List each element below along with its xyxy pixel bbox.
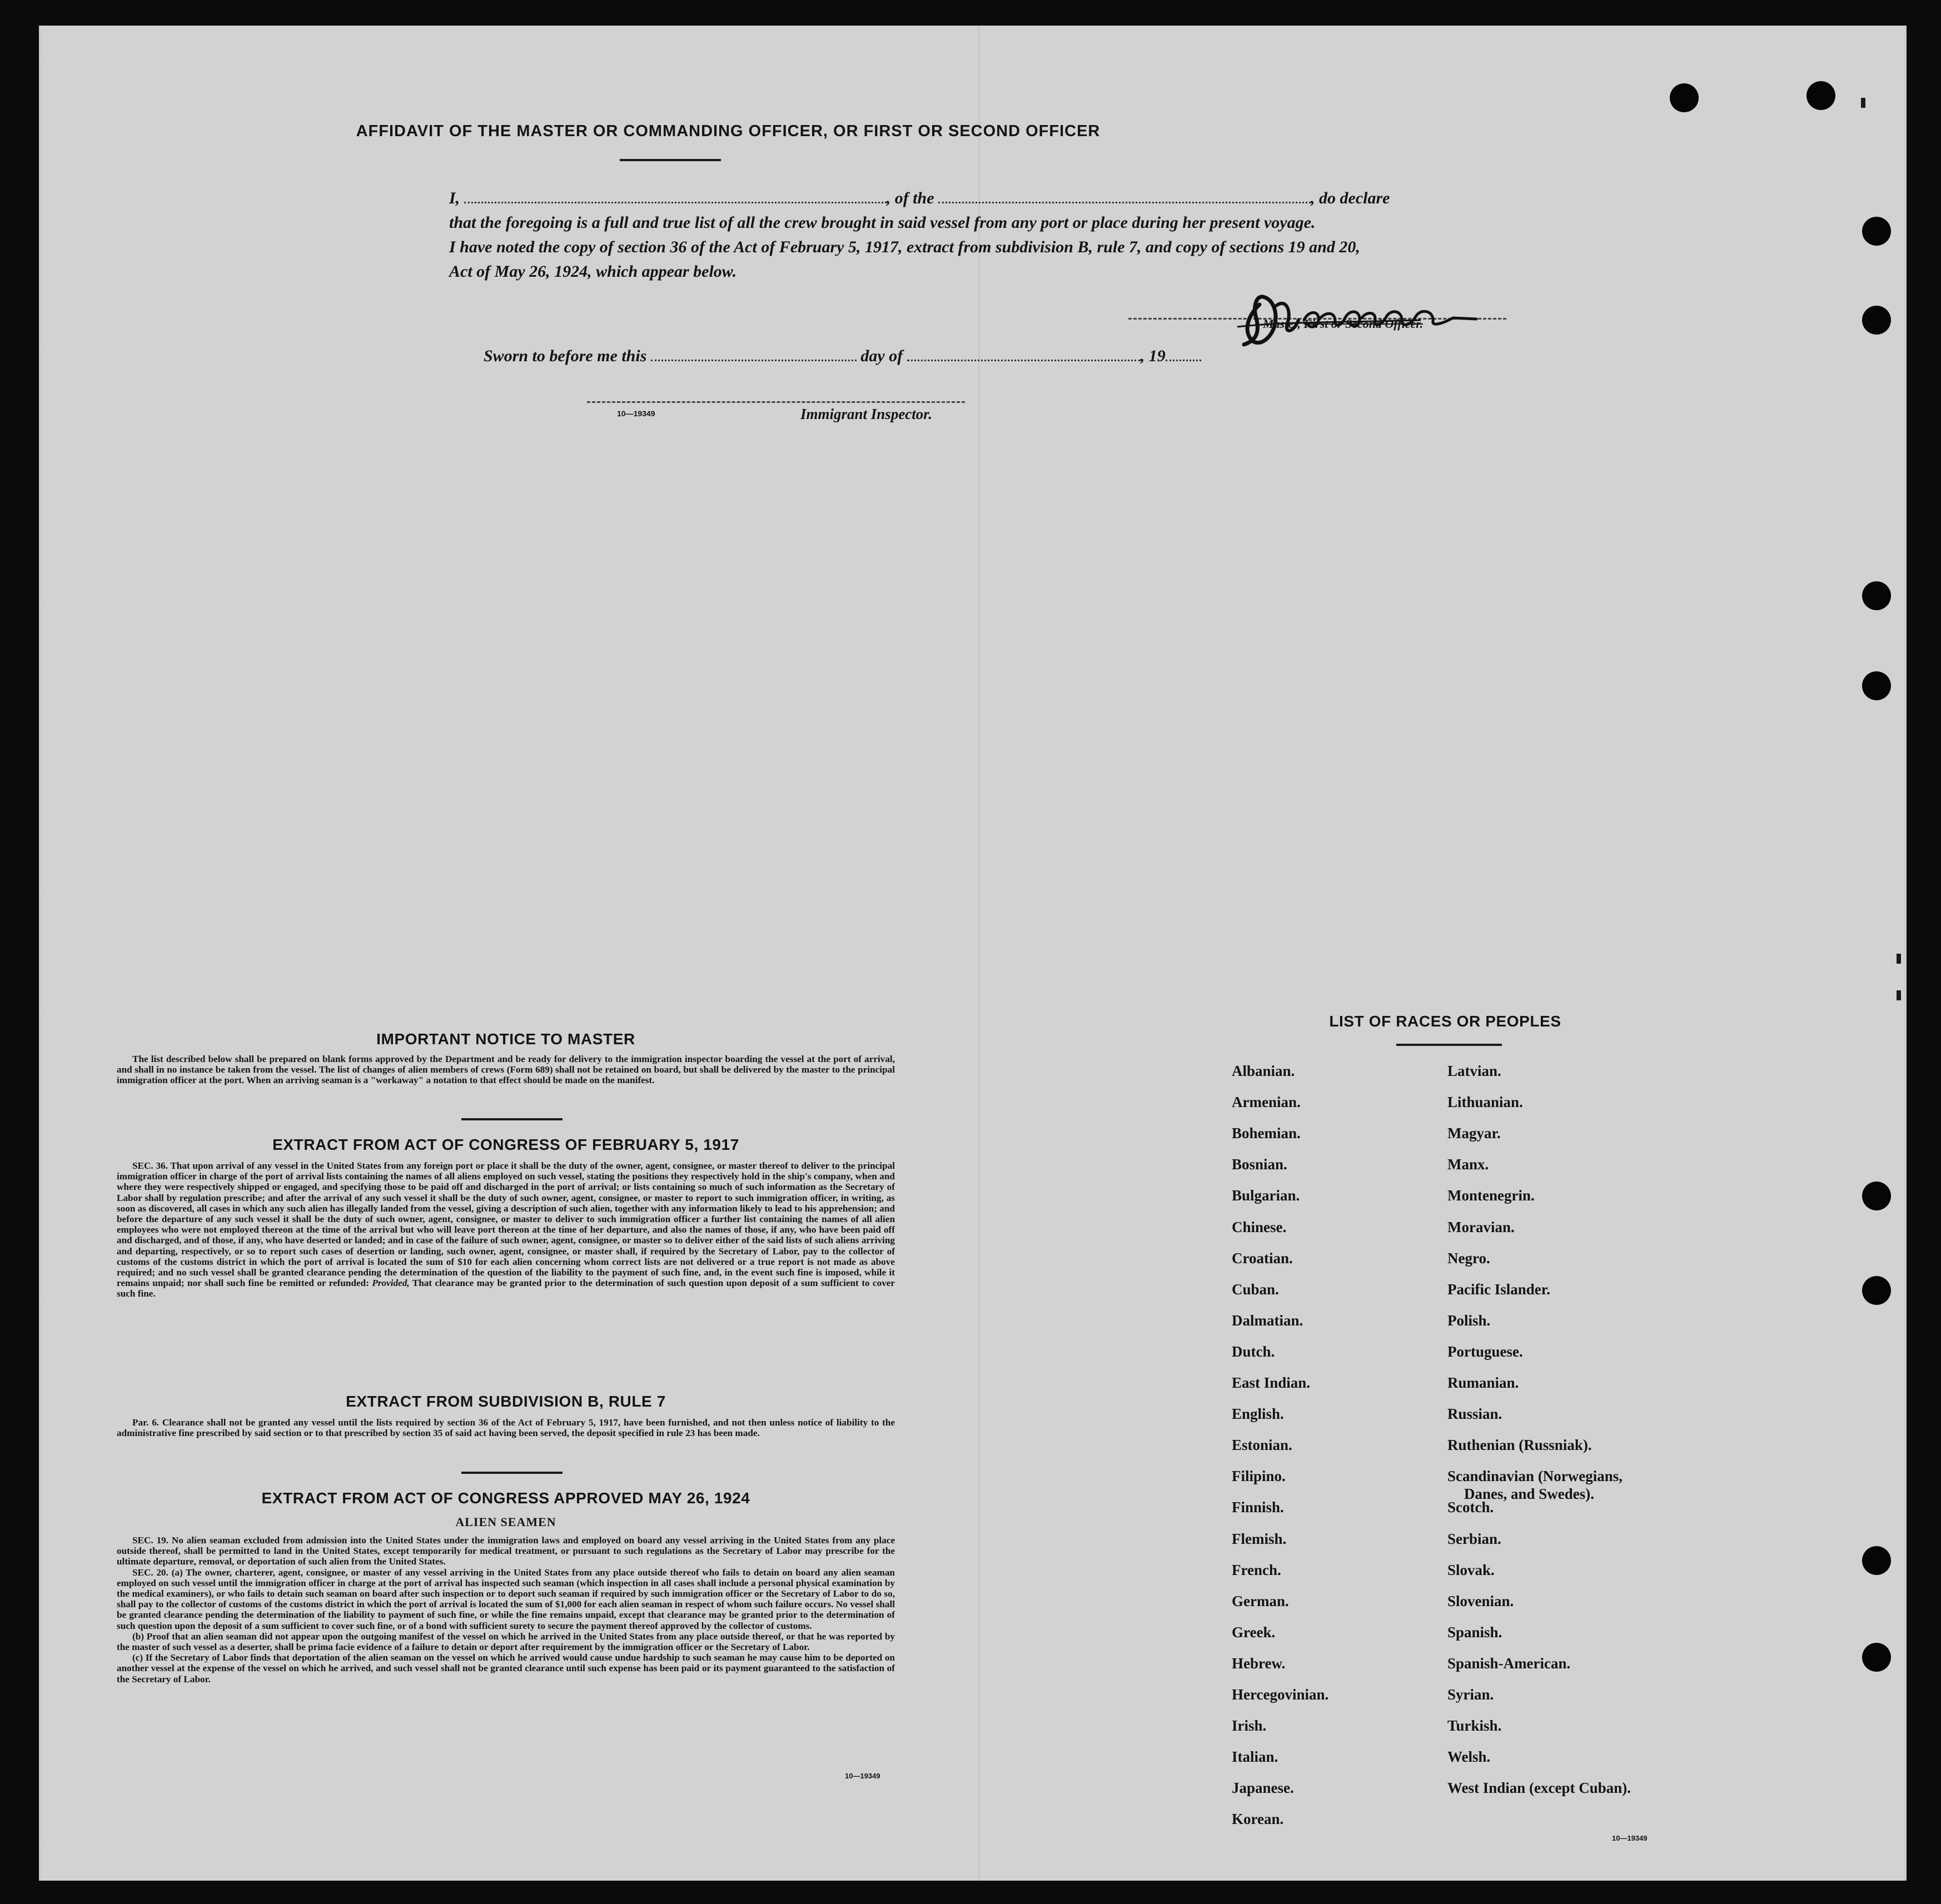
- edge-mark: [1861, 98, 1865, 108]
- affidavit-declare: , do declare: [1311, 189, 1390, 207]
- race-left-16: French.: [1232, 1561, 1281, 1578]
- punch-hole: [1862, 1182, 1891, 1210]
- punch-hole: [1862, 306, 1891, 335]
- race-right-6: Negro.: [1447, 1249, 1490, 1267]
- race-left-0: Albanian.: [1232, 1063, 1295, 1079]
- race-left-20: Hercegovinian.: [1232, 1686, 1329, 1703]
- signature-title: [1263, 317, 1423, 331]
- sec20c-text: (c) If the Secretary of Labor finds that deportation of the alien seaman on the vessel on which he arrived would cause undue hardship to such seaman he may cause him to be deported on another vessel at the expense of the vessel on which he arrived, and such vessel shall not be granted clearance until such expense has been paid or its payment guaranteed to the satisfaction of the Secretary of Labor.: [117, 1652, 895, 1684]
- race-left-4: Bulgarian.: [1232, 1187, 1300, 1204]
- punch-hole: [1862, 1546, 1891, 1575]
- vessel-blank[interactable]: [938, 190, 1311, 203]
- sworn-day-blank[interactable]: [651, 347, 857, 361]
- race-right-18: Slovenian.: [1447, 1592, 1514, 1609]
- race-left-12: Estonian.: [1232, 1437, 1292, 1454]
- race-right-5: Moravian.: [1447, 1218, 1515, 1235]
- affidavit-of-the: , of the: [886, 189, 934, 207]
- race-left-7: Cuban.: [1232, 1280, 1279, 1298]
- race-right-24: West Indian (except Cuban).: [1447, 1780, 1631, 1797]
- race-right-21: Syrian.: [1447, 1686, 1494, 1703]
- race-left-6: Croatian.: [1232, 1249, 1293, 1267]
- extract-1917-text: SEC. 36. That upon arrival of any vessel in the United States from any foreign port or place it shall be the duty of the owner, agent, consignee, or master thereof to deliver to the principal immigration officer in charge of the port of arrival lists containing the names of all aliens employed on such vessel, stating the positions they respectively hold in the ship's company, when and where they were respectively shipped or engaged, and specifying those to be paid off and discharged in the port of arrival; or lists containing so much of such information as the Secretary of Labor shall by regulation prescribe; and after the arrival of any such vessel it shall be the duty of such owner, agent, consignee, or master to report to such immigration officer, in writing, as soon as discovered, all cases in which any such alien has illegally landed from the vessel, giving a description of such alien, together with any information likely to lead to his apprehension; and before the departure of any such vessel it shall be the duty of such owner, agent, consignee, or master to deliver to such immigration officer a further list containing the names of all alien employees who were not employed thereon at the time of the arrival but who will leave port thereon at the time of her departure, and also the names of those, if any, who have been paid off and discharged, and of those, if any, who have deserted or landed; and in case of the failure of such owner, agent, consignee, or master so to deliver either of the said lists of such aliens arriving and departing, respectively, or so to report such cases of desertion or landing, such owner, agent, consignee, or master shall, if required by the Secretary of Labor, pay to the collector of customs of the customs district in which the port of arrival is located the sum of $10 for each alien concerning whom correct lists are not delivered or a true report is not made as above required; and no such vessel shall be granted clearance pending the determination of the question of the liability to the payment of such fine, and, in the event such fine is imposed, while it remains unpaid; nor shall such fine be remitted or refunded:: [117, 1160, 895, 1289]
- race-left-17: German.: [1232, 1592, 1289, 1609]
- race-right-2: Magyar.: [1447, 1125, 1501, 1142]
- race-left-2: Bohemian.: [1232, 1125, 1301, 1142]
- race-right-16: Serbian.: [1447, 1530, 1501, 1547]
- notice-body: The list described below shall be prepared on blank forms approved by the Department and be ready for delivery to the immigration inspector boarding the vessel at the port of arrival, and shall in no instance be taken from the vessel. The list of changes of alien members of crews (Form 689) shall not be retained on board, but shall be delivered by the master to the principal immigration officer at the port. When an arriving seaman is a "workaway" a notation to that effect should be made on the manifest.: [117, 1054, 895, 1086]
- race-right-12: Ruthenian (Russniak).: [1447, 1437, 1592, 1454]
- inspector-label: Immigrant Inspector.: [800, 406, 933, 422]
- race-right-15: Scotch.: [1447, 1499, 1494, 1516]
- race-right-11: Russian.: [1447, 1405, 1502, 1423]
- notice-title: IMPORTANT NOTICE TO MASTER: [376, 1030, 635, 1048]
- sworn-month-blank[interactable]: [907, 347, 1141, 361]
- affidavit-line-2: that the foregoing is a full and true list of all the crew brought in said vessel from any port or place during her present voyage.: [449, 213, 1316, 232]
- affidavit-line-3: I have noted the copy of section 36 of the Act of February 5, 1917, extract from subdivision B, rule 7, and copy of sections 19 and 20,: [449, 238, 1360, 256]
- race-left-24: Korean.: [1232, 1811, 1284, 1828]
- document-page: [39, 26, 1907, 1881]
- edge-mark: [1897, 954, 1901, 964]
- race-left-14: Finnish.: [1232, 1499, 1284, 1516]
- race-left-3: Bosnian.: [1232, 1156, 1287, 1173]
- sworn-day-of: day of: [860, 347, 903, 365]
- name-blank[interactable]: [464, 190, 887, 203]
- extract-1917-proviso: Provided,: [372, 1278, 410, 1289]
- punch-hole: [1862, 1276, 1891, 1305]
- section-divider: [461, 1118, 563, 1120]
- edge-mark: [1897, 990, 1901, 1000]
- race-left-11: English.: [1232, 1405, 1284, 1423]
- extract-1917-body: [117, 1160, 895, 1299]
- extract-1924-body: [117, 1535, 895, 1684]
- race-right-22: Turkish.: [1447, 1717, 1502, 1734]
- form-number: 10—19349: [617, 409, 655, 418]
- race-left-1: Armenian.: [1232, 1094, 1301, 1111]
- races-title-rule: [1396, 1044, 1502, 1046]
- sec19-text: SEC. 19. No alien seaman excluded from admission into the United States under the immigration laws and employed on board any vessel arriving in the United States from any place outside thereof, shall be permitted to land in the United States, except temporarily for medical treatment, or pursuant to such regulations as the Secretary of Labor may prescribe for the ultimate departure, removal, or deportation of such alien from the United States.: [117, 1535, 895, 1567]
- race-right-10: Rumanian.: [1447, 1374, 1519, 1391]
- punch-hole: [1862, 217, 1891, 246]
- race-right-3: Manx.: [1447, 1156, 1489, 1173]
- race-right-14: Danes, and Swedes).: [1464, 1486, 1595, 1503]
- punch-hole: [1806, 81, 1835, 110]
- form-number: 10—19349: [1612, 1834, 1648, 1842]
- race-left-18: Greek.: [1232, 1623, 1276, 1641]
- form-number: 10—19349: [845, 1772, 880, 1780]
- affidavit-title-rule: [620, 159, 721, 161]
- affidavit-title: AFFIDAVIT OF THE MASTER OR COMMANDING OFFICER, OR FIRST OR SECOND OFFICER: [356, 122, 1101, 140]
- race-right-7: Pacific Islander.: [1447, 1280, 1550, 1298]
- race-right-23: Welsh.: [1447, 1748, 1491, 1766]
- race-right-9: Portuguese.: [1447, 1343, 1523, 1360]
- races-title: LIST OF RACES OR PEOPLES: [1329, 1013, 1561, 1030]
- page-fold: [978, 26, 980, 1881]
- race-left-9: Dutch.: [1232, 1343, 1275, 1360]
- punch-hole: [1862, 1643, 1891, 1672]
- sworn-prefix: Sworn to before me this: [484, 347, 647, 365]
- sec20b-text: (b) Proof that an alien seaman did not appear upon the outgoing manifest of the vessel on which he arrived in the United States from any place outside thereof, or that he was reported by the master of such vessel as a deserter, shall be prima facie evidence of a failure to detain or deport after requirement by the immigration officer or the Secretary of Labor.: [117, 1631, 895, 1653]
- extract-rule7-body: Par. 6. Clearance shall not be granted any vessel until the lists required by section 36 of the Act of February 5, 1917, have been furnished, and not then unless notice of liability to the administrative fine prescribed by said section or to that prescribed by section 35 of said act having been served, the deposit specified in rule 23 has been made.: [117, 1417, 895, 1439]
- race-left-8: Dalmatian.: [1232, 1312, 1303, 1329]
- section-divider: [461, 1472, 563, 1474]
- affidavit-line-4: Act of May 26, 1924, which appear below.: [449, 262, 737, 281]
- race-right-0: Latvian.: [1447, 1063, 1501, 1079]
- race-right-20: Spanish-American.: [1447, 1654, 1571, 1672]
- race-right-1: Lithuanian.: [1447, 1094, 1523, 1111]
- extract-1924-title: EXTRACT FROM ACT OF CONGRESS APPROVED MAY 26, 1924: [261, 1489, 750, 1507]
- race-left-13: Filipino.: [1232, 1468, 1286, 1485]
- punch-hole: [1670, 83, 1699, 112]
- inspector-signature-line: [587, 401, 965, 403]
- extract-1917-title: EXTRACT FROM ACT OF CONGRESS OF FEBRUARY 5, 1917: [272, 1136, 739, 1153]
- race-left-5: Chinese.: [1232, 1218, 1287, 1235]
- punch-hole: [1862, 671, 1891, 700]
- race-right-4: Montenegrin.: [1447, 1187, 1535, 1204]
- signature-title-master: Master,: [1263, 317, 1301, 331]
- sec20a-text: SEC. 20. (a) The owner, charterer, agent, consignee, or master of any vessel arriving in the United States from any place outside thereof who fails to detain on board any alien seaman employed on such vessel until the immigration officer in charge at the port of arrival has inspected such seaman (which inspection in all cases shall include a personal physical examination by the medical examiners), or who fails to detain such seaman on board after such inspection or to deport such seaman if required by such immigration officer or the Secretary of Labor to do so, shall pay to the collector of customs of the customs district in which the port of arrival is located the sum of $1,000 for each alien seaman in respect of whom such failure occurs. No vessel shall be granted clearance pending the determination of the liability to payment of such fine, or while the fine remains unpaid, except that clearance may be granted prior to the determination of such question upon the deposit of a sum sufficient to cover such fine, or of a bond with sufficient surety to secure the payment thereof approved by the collector of customs.: [117, 1567, 895, 1631]
- extract-rule7-title: EXTRACT FROM SUBDIVISION B, RULE 7: [346, 1393, 666, 1410]
- race-left-10: East Indian.: [1232, 1374, 1311, 1391]
- race-right-17: Slovak.: [1447, 1561, 1495, 1578]
- race-left-19: Hebrew.: [1232, 1654, 1286, 1672]
- sworn-year: , 19: [1140, 347, 1166, 365]
- punch-hole: [1862, 581, 1891, 610]
- extract-1924-subtitle: ALIEN SEAMEN: [455, 1515, 556, 1529]
- race-left-21: Irish.: [1232, 1717, 1267, 1734]
- race-left-22: Italian.: [1232, 1748, 1278, 1766]
- race-right-8: Polish.: [1447, 1312, 1491, 1329]
- race-left-15: Flemish.: [1232, 1530, 1287, 1547]
- sworn-year-blank[interactable]: [1166, 347, 1201, 361]
- extract-1917-text-end: That clearance may be granted prior to the determination of such question upon deposit of a sum sufficient to cover such fine.: [117, 1278, 895, 1299]
- sworn-line: [484, 347, 1201, 366]
- race-right-13: Scandinavian (Norwegians,: [1447, 1468, 1623, 1485]
- affidavit-i: I,: [449, 189, 460, 207]
- signature-title-struck: First or Second Officer.: [1303, 317, 1424, 331]
- race-left-23: Japanese.: [1232, 1780, 1294, 1797]
- race-right-19: Spanish.: [1447, 1623, 1502, 1641]
- affidavit-line-1: [449, 189, 1390, 208]
